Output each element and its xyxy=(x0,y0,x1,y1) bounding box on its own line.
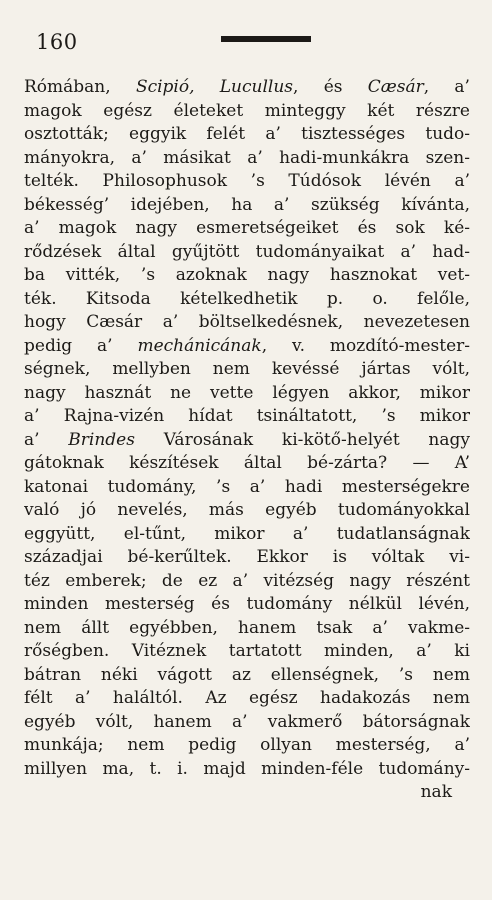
text-line: eggyütt, el-tűnt, mikor a’ tudatlanságnak xyxy=(24,523,470,544)
text-line: millyen ma, t. i. majd minden-féle tudomány- xyxy=(24,758,470,779)
text-line: ségnek, mellyben nem kevéssé jártas vólt, xyxy=(24,359,470,379)
text-line: ték. Kitsoda kételkedhetik p. o. felőle, xyxy=(24,288,470,309)
text-line: rőségben. Vitéznek tartatott minden, a’ ki xyxy=(24,641,470,661)
text-line: félt a’ haláltól. Az egész hadakozás nem xyxy=(24,688,470,708)
text-line: gátoknak készítések által bé-zárta? — A’ xyxy=(24,453,470,473)
italic-name: Cæsár xyxy=(367,77,424,97)
page-number: 160 xyxy=(36,30,78,54)
text-line: bátran néki vágott az ellenségnek, ’s nem xyxy=(24,664,470,685)
text-line: rődzések által gyűjtött tudományaikat a’ had- xyxy=(24,241,470,262)
italic-name: mechánicának xyxy=(137,335,262,356)
text-line: osztották; eggyik felét a’ tisztességes tudo- xyxy=(24,124,470,144)
text-line: a’ Rajna-vizén hídat tsináltatott, ’s mikor xyxy=(24,406,470,426)
text-line: a’ Brindes Városának ki-kötő-helyét nagy xyxy=(24,429,470,450)
text-line: katonai tudomány, ’s a’ hadi mesterségekre xyxy=(24,476,470,497)
italic-name: Brindes xyxy=(68,429,135,450)
text-line: magok egész életeket minteggy két részre xyxy=(24,100,470,121)
header-rule xyxy=(221,36,311,42)
text-line: pedig a’ mechánicának, v. mozdító-mester- xyxy=(24,335,470,356)
italic-name: Scipió, Lucullus xyxy=(135,77,294,97)
text-line: békesség’ idejében, ha a’ szükség kívánta, xyxy=(24,194,470,215)
text-line: nem állt egyébben, hanem tsak a’ vakme- xyxy=(24,617,470,638)
text-line: mányokra, a’ másikat a’ hadi-munkákra szen- xyxy=(24,147,470,168)
text-line: való jó nevelés, más egyéb tudományokkal xyxy=(24,500,470,520)
text-line: telték. Philosophusok ’s Túdósok lévén a’ xyxy=(24,171,470,191)
text-line: századjai bé-kerűltek. Ekkor is vóltak vi- xyxy=(24,547,470,567)
text-line: munkája; nem pedig ollyan mesterség, a’ xyxy=(24,735,470,755)
text-line: hogy Cæsár a’ böltselkedésnek, nevezetesen xyxy=(24,312,470,332)
text-line: nagy hasznát ne vette légyen akkor, mikor xyxy=(24,382,470,403)
text-line: a’ magok nagy esmeretségeiket és sok ké- xyxy=(24,218,470,238)
text-line: ba vitték, ’s azoknak nagy hasznokat vet- xyxy=(24,265,470,285)
text-line: egyéb vólt, hanem a’ vakmerő bátorságnak xyxy=(24,711,470,732)
text-line: nak xyxy=(420,782,452,802)
body-text xyxy=(24,76,470,805)
text-line: téz emberek; de ez a’ vitézség nagy részént xyxy=(24,570,470,591)
text-line: minden mesterség és tudomány nélkül lévén, xyxy=(24,594,470,614)
text-line: Rómában, Scipió, Lucullus, és Cæsár, a’ xyxy=(24,77,470,97)
